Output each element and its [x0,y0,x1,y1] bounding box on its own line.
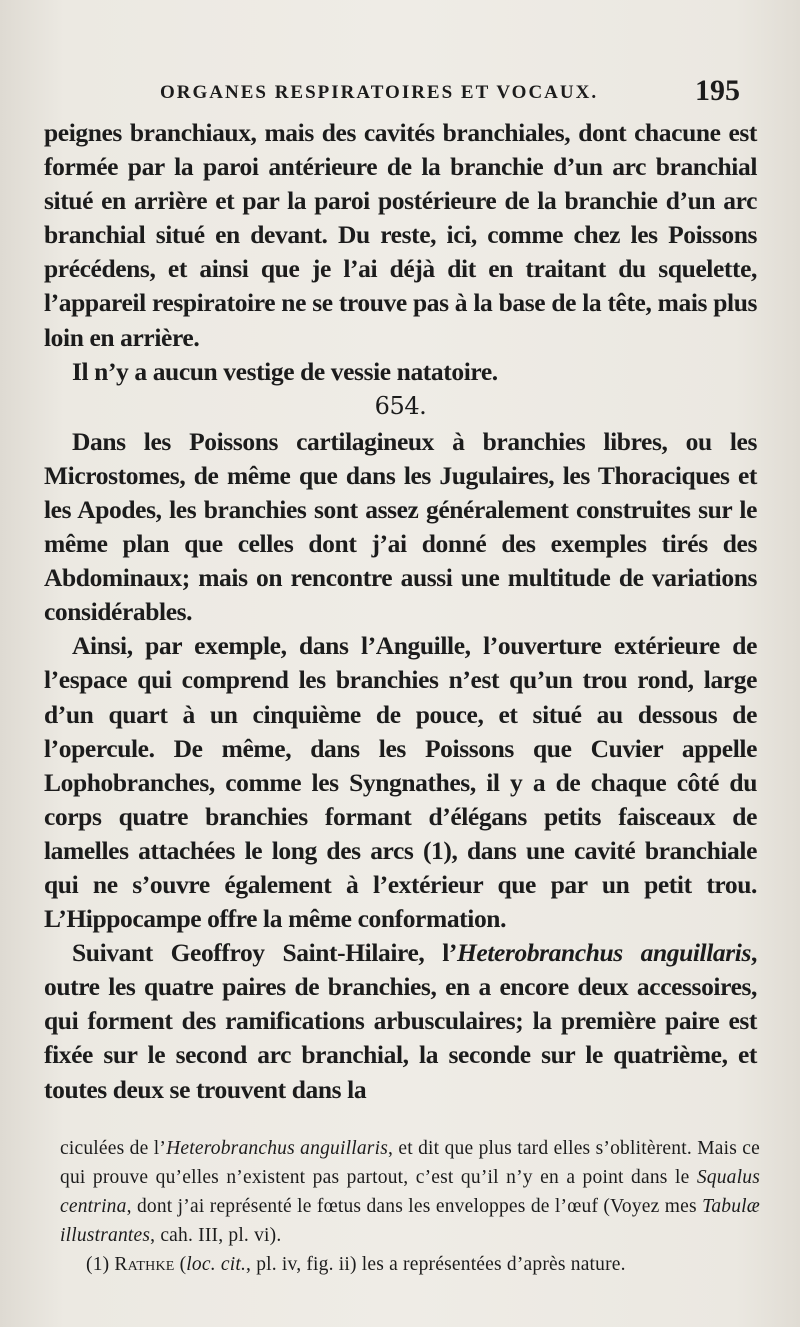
running-head: ORGANES RESPIRATOIRES ET VOCAUX. [160,82,599,103]
text-run: , et dit que plus tard elles s’oblitèrent. Mais ce qui prouve qu’elles n’existent pas partout, c’est qu’il n’y en a point dans le [60,1138,760,1188]
text-run: , outre les quatre paires de branchies, en a encore deux accessoires, qui forment des ramifications arbusculaires; la première paire est fixée sur le second arc branchial, la seconde sur le quatrième, et toutes deux se trouvent dans la [44,938,757,1104]
cited-author: Rathke [114,1254,175,1275]
species-name: Heterobranchus anguillaris [456,938,752,968]
paragraph: Ainsi, par exemple, dans l’Anguille, l’ouverture extérieure de l’espace qui comprend les branchies n’est qu’un trou rond, large d’un quart à un cinquième de pouce, et situé au dessous de l’opercule. De même, dans les Poissons que Cuvier appelle Lophobranches, comme les Syngnathes, il y a de chaque côté du corps quatre branchies formant d’élégans petits faisceaux de lamelles attachées le long des arcs (1), dans une cavité branchiale qui ne s’ouvre également à l’extérieur que par un petit trou. L’Hippocampe offre la même conformation. [44,631,757,934]
section-number: 654. [374,391,427,420]
footnote [60,1250,760,1279]
text-run: ciculées de l’ [60,1138,167,1159]
text-run: Suivant Geoffroy Saint-Hilaire, l’ [72,938,457,968]
footnote-continuation [60,1134,760,1250]
text-run: , pl. iv, fig. ii) les a représentées d’après nature. [246,1254,626,1275]
footnotes [60,1134,760,1279]
species-name: Heterobranchus anguillaris [166,1138,388,1159]
work-title: Tabulæ illustrantes [60,1196,760,1246]
paragraph: Dans les Poissons cartilagineux à branchies libres, ou les Microstomes, de même que dans les Jugulaires, les Thoraciques et les Apodes, les branchies sont assez généralement construites sur le même plan que celles dont j’ai donné des exemples tirés des Abdominaux; mais on rencontre aussi une multitude de variations considérables. [44,426,757,627]
footnote-marker: (1) [86,1254,115,1275]
main-text [44,116,757,1107]
paragraph [44,936,757,1106]
paragraph: peignes branchiaux, mais des cavités branchiales, dont chacune est formée par la paroi antérieure de la branchie d’un arc branchial situé en arrière et par la paroi postérieure de la branchie d’un arc branchial situé en devant. Du reste, ici, comme chez les Poissons précédens, et ainsi que je l’ai déjà dit en traitant du squelette, l’appareil respiratoire ne se trouve pas à la base de la tête, mais plus loin en arrière. [44,118,757,352]
citation-abbrev: loc. cit. [186,1254,247,1275]
paragraph: Il n’y a aucun vestige de vessie natatoire. [72,356,498,386]
text-run: , dont j’ai représenté le fœtus dans les enveloppes de l’œuf (Voyez mes [126,1196,703,1217]
page-header [160,74,740,114]
text-run: ( [174,1254,187,1275]
page-number: 195 [695,74,740,107]
species-name: Squalus centrina [60,1167,760,1217]
text-run: , cah. III, pl. vi). [150,1225,282,1246]
